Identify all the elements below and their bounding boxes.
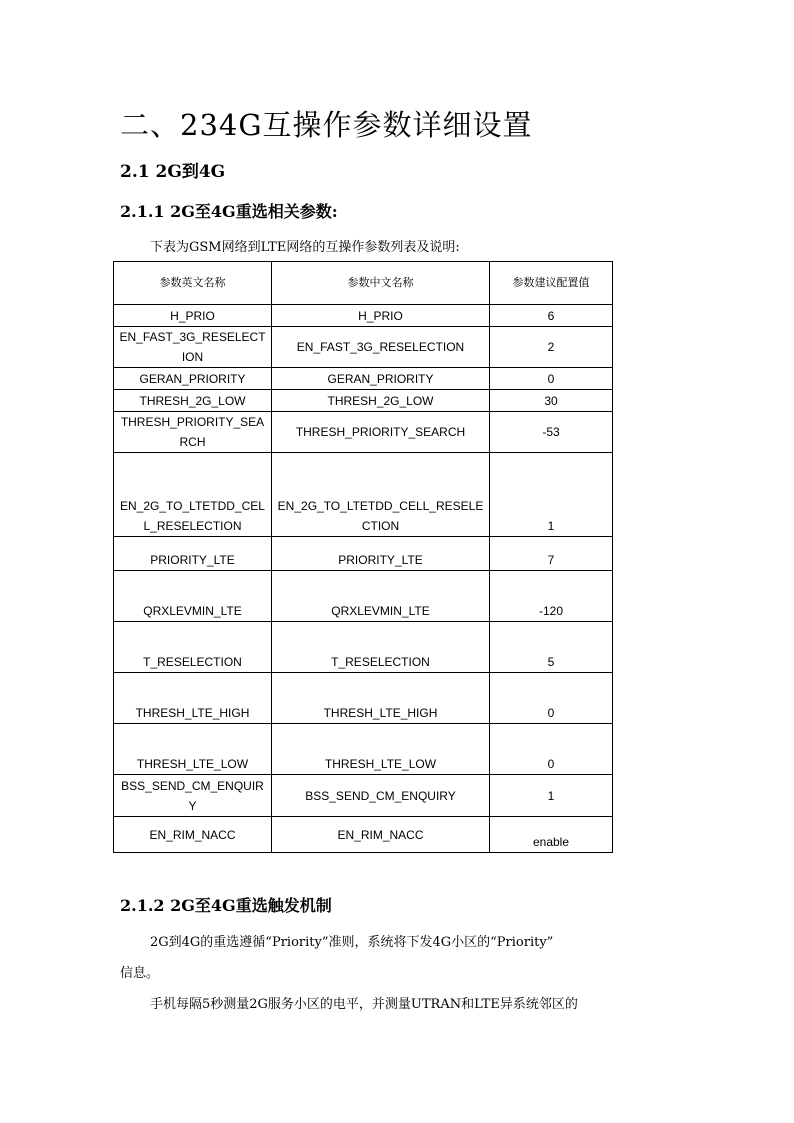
param-en-name: H_PRIO [114,305,272,327]
table-row [114,327,613,368]
paragraph-1-line-1: 2G到4G的重选遵循“Priority”准则，系统将下发4G小区的“Priority” [150,935,554,950]
param-value: 0 [490,724,613,775]
param-en-name: BSS_SEND_CM_ENQUIRY [114,775,272,817]
param-cn-name: EN_2G_TO_LTETDD_CELL_RESELECTION [272,453,490,537]
param-value: -120 [490,571,613,622]
param-cn-name: EN_RIM_NACC [272,817,490,853]
paragraph-2-line-1: 手机每隔5秒测量2G服务小区的电平，并测量UTRAN和LTE异系统邻区的 [150,997,578,1012]
table-row [114,673,613,724]
section-heading: 二、234G互操作参数详细设置 [120,108,533,142]
param-en-name: THRESH_PRIORITY_SEARCH [114,412,272,453]
table-row [114,775,613,817]
param-value: 1 [490,453,613,537]
table-row [114,622,613,673]
param-value: 0 [490,368,613,390]
header-recommended-value: 参数建议配置值 [490,262,613,305]
param-value: 7 [490,537,613,571]
header-cn-name: 参数中文名称 [272,262,490,305]
subsubsection-heading-trigger: 2.1.2 2G至4G重选触发机制 [120,896,332,915]
param-cn-name: T_RESELECTION [272,622,490,673]
table-row [114,537,613,571]
param-cn-name: H_PRIO [272,305,490,327]
param-value: 1 [490,775,613,817]
subsubsection-heading-parameters: 2.1.1 2G至4G重选相关参数: [120,202,338,221]
param-cn-name: THRESH_LTE_LOW [272,724,490,775]
table-row [114,305,613,327]
param-cn-name: QRXLEVMIN_LTE [272,571,490,622]
table-intro: 下表为GSM网络到LTE网络的互操作参数列表及说明: [150,240,460,255]
param-cn-name: EN_FAST_3G_RESELECTION [272,327,490,368]
param-value: 6 [490,305,613,327]
table-header-row [114,262,613,305]
param-en-name: T_RESELECTION [114,622,272,673]
param-cn-name: THRESH_PRIORITY_SEARCH [272,412,490,453]
param-cn-name: BSS_SEND_CM_ENQUIRY [272,775,490,817]
param-en-name: THRESH_2G_LOW [114,390,272,412]
paragraph-1-line-2: 信息。 [120,966,160,981]
param-value: 2 [490,327,613,368]
subsection-heading: 2.1 2G到4G [120,162,226,182]
table-row [114,412,613,453]
param-value: 30 [490,390,613,412]
param-value: -53 [490,412,613,453]
table-row [114,453,613,537]
parameter-table [113,261,613,853]
param-value: enable [490,817,613,853]
param-cn-name: THRESH_LTE_HIGH [272,673,490,724]
param-en-name: QRXLEVMIN_LTE [114,571,272,622]
param-cn-name: GERAN_PRIORITY [272,368,490,390]
table-row [114,724,613,775]
param-en-name: PRIORITY_LTE [114,537,272,571]
param-en-name: EN_FAST_3G_RESELECTION [114,327,272,368]
param-cn-name: THRESH_2G_LOW [272,390,490,412]
table-row [114,390,613,412]
table-row [114,571,613,622]
param-en-name: EN_2G_TO_LTETDD_CELL_RESELECTION [114,453,272,537]
param-en-name: THRESH_LTE_LOW [114,724,272,775]
header-en-name: 参数英文名称 [114,262,272,305]
param-value: 5 [490,622,613,673]
param-value: 0 [490,673,613,724]
param-en-name: EN_RIM_NACC [114,817,272,853]
param-en-name: THRESH_LTE_HIGH [114,673,272,724]
table-row [114,817,613,853]
param-en-name: GERAN_PRIORITY [114,368,272,390]
param-cn-name: PRIORITY_LTE [272,537,490,571]
table-row [114,368,613,390]
